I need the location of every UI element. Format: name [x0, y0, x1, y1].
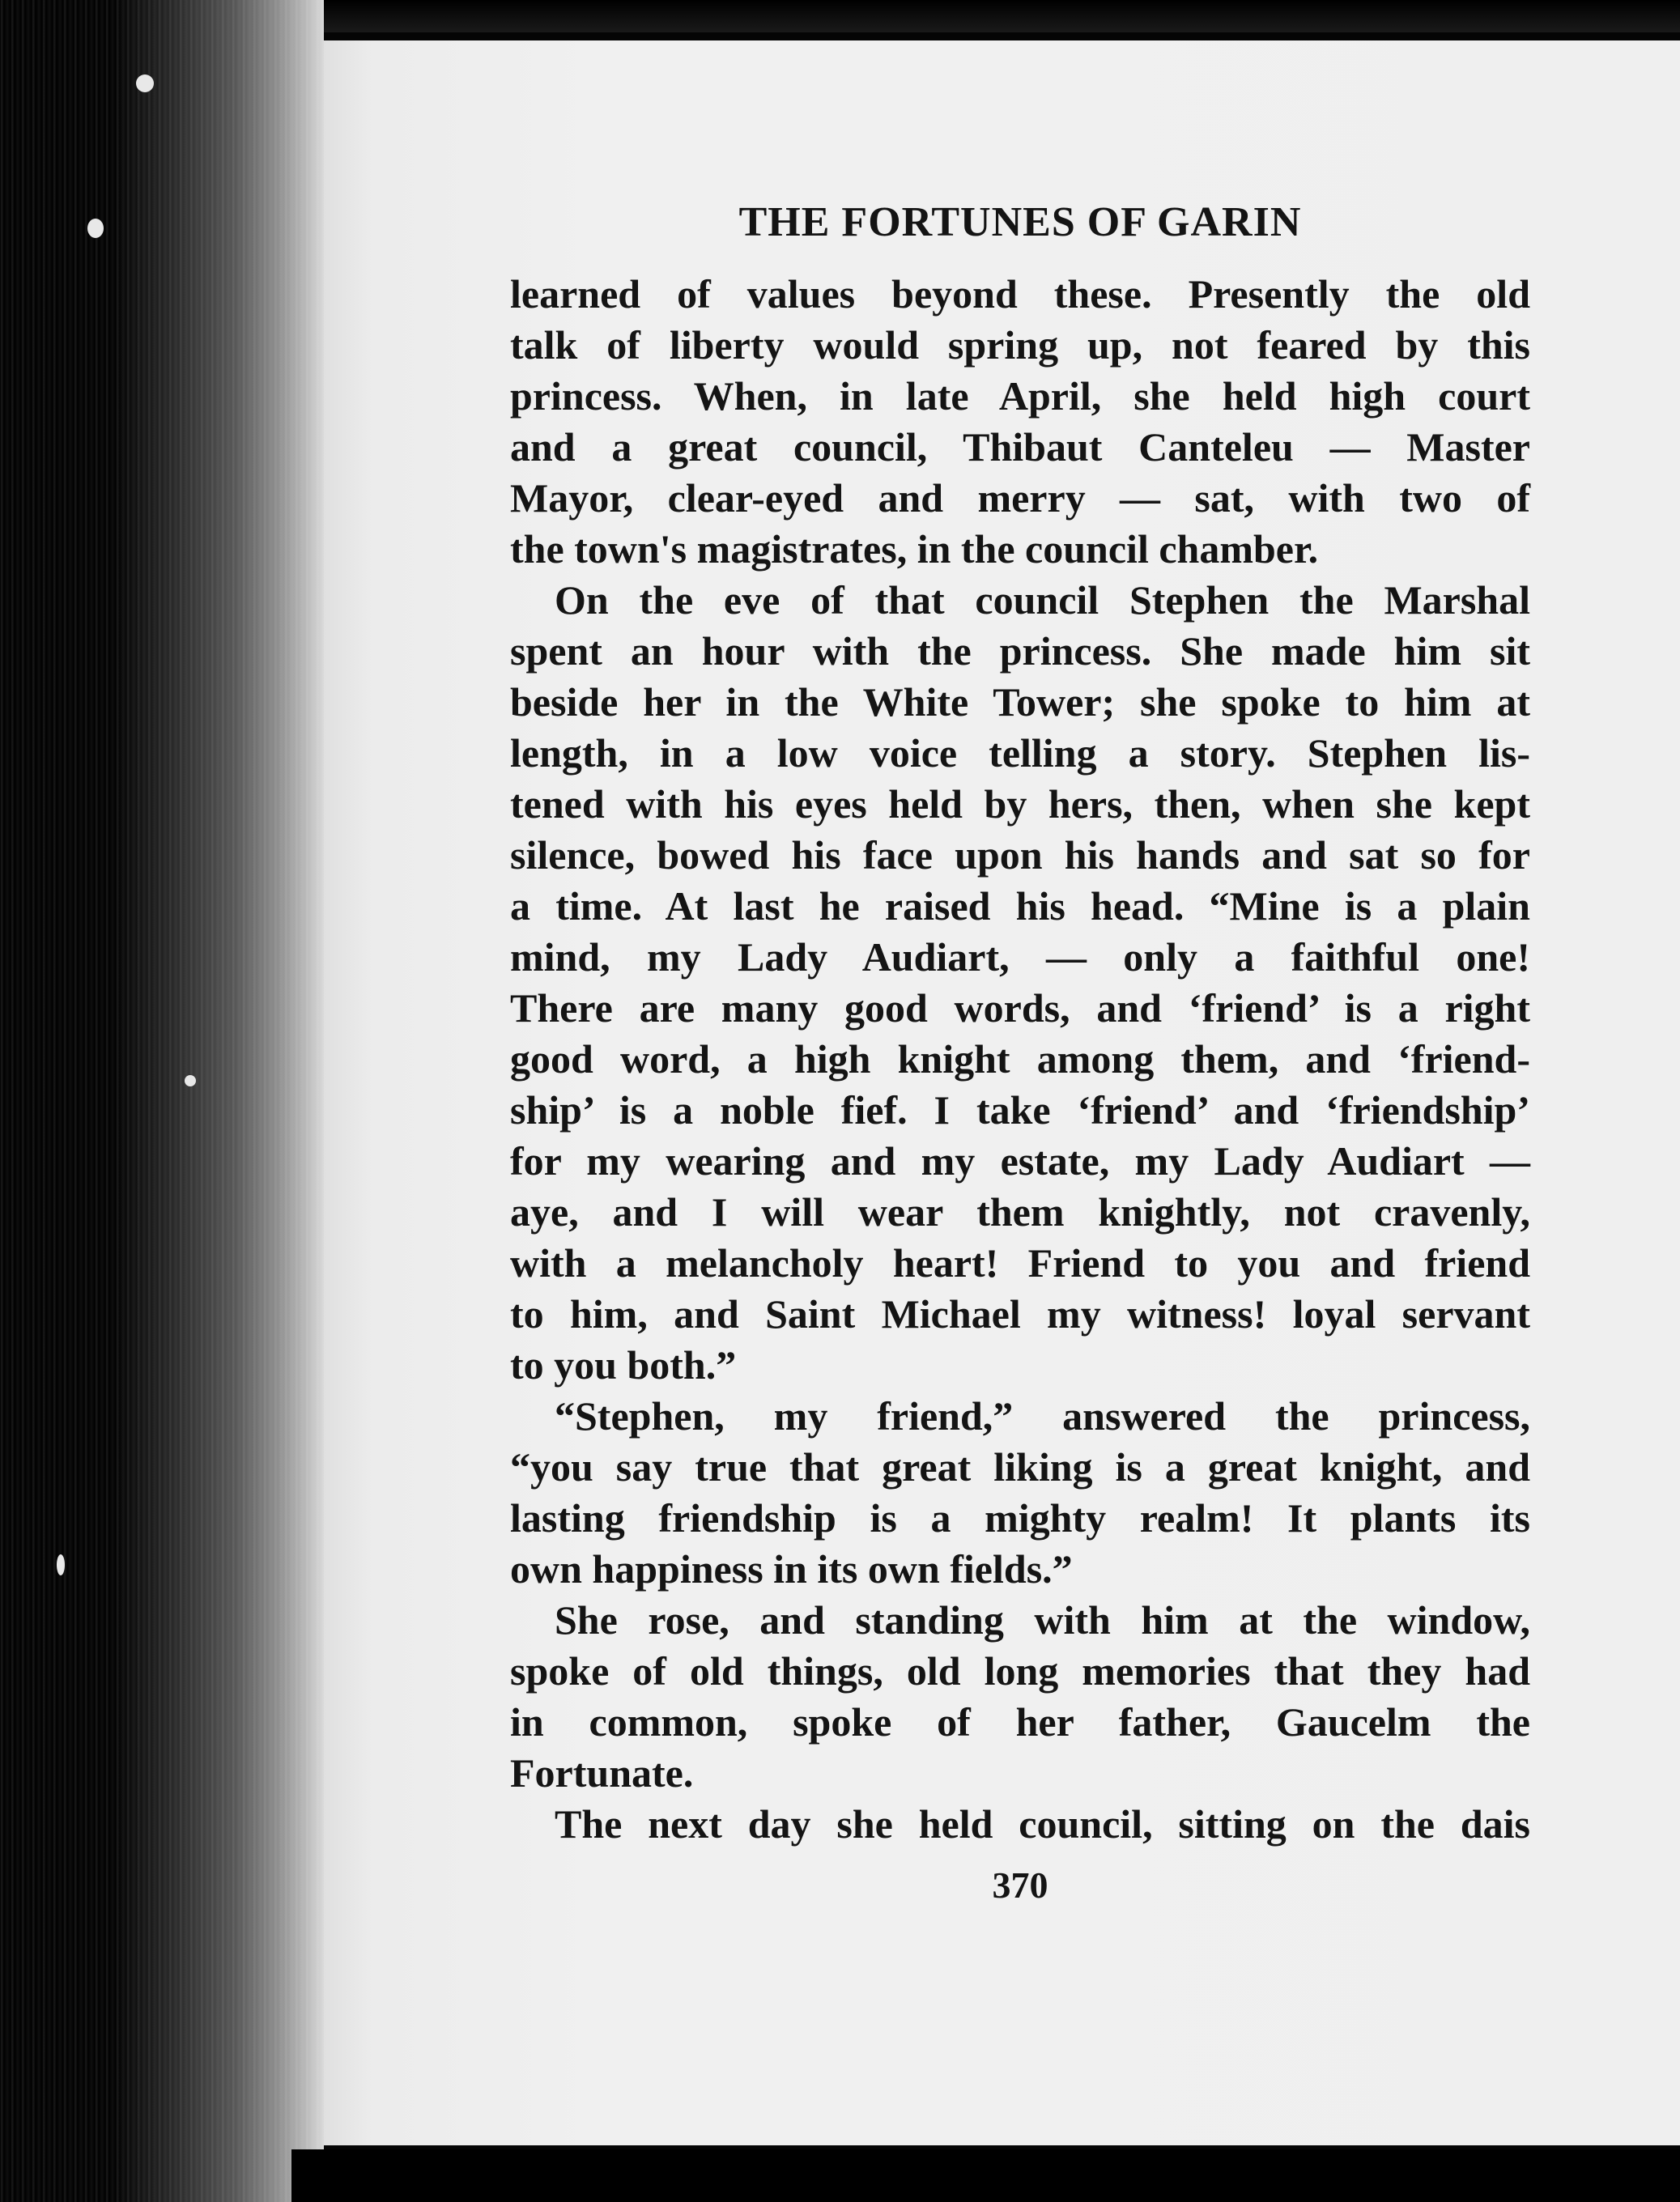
- text-line: a time. At last he raised his head. “Mine is a plain: [510, 883, 1530, 929]
- text-line: talk of liberty would spring up, not feared by this: [510, 322, 1530, 368]
- text-line: learned of values beyond these. Presently the old: [510, 271, 1530, 317]
- text-line: “you say true that great liking is a great knight, and: [510, 1444, 1530, 1490]
- running-head: THE FORTUNES OF GARIN: [738, 199, 1302, 245]
- text-line: in common, spoke of her father, Gaucelm the: [510, 1699, 1530, 1745]
- scan-top-border: [267, 0, 1680, 32]
- text-line: length, in a low voice telling a story. Stephen lis-: [510, 730, 1530, 776]
- text-line: spoke of old things, old long memories that they had: [510, 1648, 1530, 1694]
- text-line: beside her in the White Tower; she spoke to him at: [510, 679, 1530, 725]
- book-spine-edge: [0, 0, 324, 2202]
- text-line: for my wearing and my estate, my Lady Audiart —: [510, 1138, 1530, 1184]
- text-line: On the eve of that council Stephen the Marshal: [555, 577, 1530, 623]
- text-line: lasting friendship is a mighty realm! It plants its: [510, 1495, 1530, 1541]
- dust-speck: [87, 219, 104, 238]
- text-line: aye, and I will wear them knightly, not cravenly,: [510, 1189, 1530, 1235]
- dust-speck: [136, 74, 154, 92]
- text-line: good word, a high knight among them, and ‘friend-: [510, 1036, 1530, 1082]
- text-line: spent an hour with the princess. She made him sit: [510, 628, 1530, 674]
- text-line: There are many good words, and ‘friend’ is a right: [510, 985, 1530, 1031]
- text-line: “Stephen, my friend,” answered the princess,: [555, 1393, 1530, 1439]
- text-line: own happiness in its own fields.”: [510, 1546, 1073, 1592]
- text-line: tened with his eyes held by hers, then, when she kept: [510, 781, 1530, 827]
- text-line: Fortunate.: [510, 1750, 694, 1796]
- text-line: to you both.”: [510, 1342, 737, 1388]
- dust-speck: [57, 1554, 65, 1575]
- text-line: Mayor, clear-eyed and merry — sat, with two of: [510, 475, 1530, 521]
- text-line: and a great council, Thibaut Canteleu — Master: [510, 424, 1530, 470]
- text-line: The next day she held council, sitting on the dais: [555, 1801, 1530, 1847]
- text-line: silence, bowed his face upon his hands and sat so for: [510, 832, 1530, 878]
- body-text: [510, 269, 1530, 1850]
- text-line: the town's magistrates, in the council chamber.: [510, 526, 1319, 572]
- text-line: She rose, and standing with him at the window,: [555, 1597, 1530, 1643]
- page-number: 370: [992, 1864, 1048, 1906]
- text-line: mind, my Lady Audiart, — only a faithful one!: [510, 934, 1530, 980]
- page-text: [510, 194, 1530, 1910]
- scan-bottom-border: [291, 2149, 1680, 2202]
- text-line: with a melancholy heart! Friend to you and friend: [510, 1240, 1530, 1286]
- dust-speck: [185, 1075, 196, 1086]
- text-line: princess. When, in late April, she held high court: [510, 373, 1530, 419]
- text-line: to him, and Saint Michael my witness! loyal servant: [510, 1291, 1530, 1337]
- text-line: ship’ is a noble fief. I take ‘friend’ and ‘friendship’: [510, 1087, 1530, 1133]
